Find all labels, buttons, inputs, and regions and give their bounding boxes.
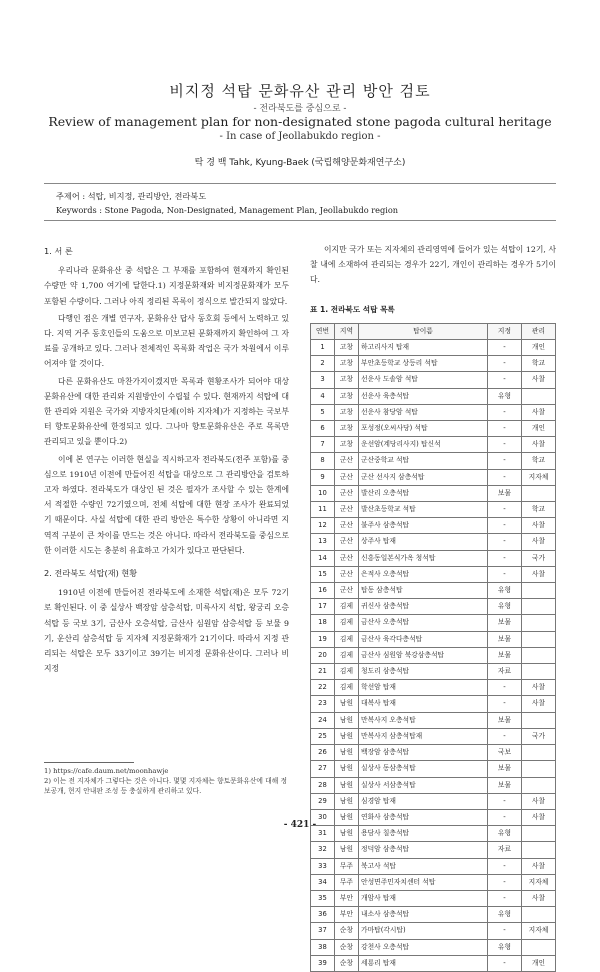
cell-name: 포성정(오씨사당) 석탑 (359, 421, 488, 437)
cell-name: 실상사 서삼층석탑 (359, 777, 488, 793)
cell-management: 학교 (522, 453, 556, 469)
paper-subtitle-ko: - 전라북도를 중심으로 - (253, 104, 347, 114)
cell-designation: 유형 (488, 939, 522, 955)
cell-no: 38 (311, 939, 335, 955)
cell-designation: 유형 (488, 388, 522, 404)
table-row (311, 680, 556, 696)
cell-designation: - (488, 680, 522, 696)
cell-designation: - (488, 728, 522, 744)
cell-no: 18 (311, 615, 335, 631)
cell-name: 용담사 칠층석탑 (359, 826, 488, 842)
table-row (311, 502, 556, 518)
table-row (311, 696, 556, 712)
cell-no: 28 (311, 777, 335, 793)
section-2-heading: 2. 전라북도 석탑(재) 현황 (44, 568, 138, 579)
cell-region: 남원 (335, 842, 359, 858)
cell-no: 9 (311, 469, 335, 485)
cell-no: 8 (311, 453, 335, 469)
cell-region: 군산 (335, 583, 359, 599)
table-body (311, 340, 556, 972)
cell-region: 군산 (335, 566, 359, 582)
cell-region: 군산 (335, 550, 359, 566)
cell-designation: 자료 (488, 842, 522, 858)
cell-management: 사찰 (522, 890, 556, 906)
cell-designation: 보물 (488, 615, 522, 631)
table-row (311, 955, 556, 971)
cell-no: 37 (311, 923, 335, 939)
cell-management (522, 631, 556, 647)
cell-region: 고창 (335, 421, 359, 437)
paper-subtitle-en: - In case of Jeollabukdo region - (219, 131, 381, 142)
cell-designation: - (488, 340, 522, 356)
cell-region: 고창 (335, 404, 359, 420)
cell-no: 19 (311, 631, 335, 647)
cell-no: 6 (311, 421, 335, 437)
cell-management: 국가 (522, 550, 556, 566)
cell-no: 1 (311, 340, 335, 356)
cell-no: 12 (311, 518, 335, 534)
cell-region: 김제 (335, 647, 359, 663)
cell-management (522, 583, 556, 599)
cell-no: 23 (311, 696, 335, 712)
cell-designation: - (488, 955, 522, 971)
cell-designation: - (488, 923, 522, 939)
cell-designation: 유형 (488, 599, 522, 615)
cell-name: 정덕암 삼층석탑 (359, 842, 488, 858)
table-header-row (311, 323, 556, 339)
cell-designation: - (488, 890, 522, 906)
cell-region: 남원 (335, 809, 359, 825)
cell-designation: 유형 (488, 583, 522, 599)
cell-no: 34 (311, 874, 335, 890)
cell-name: 귀신사 삼층석탑 (359, 599, 488, 615)
cell-management: 사찰 (522, 566, 556, 582)
col-header-designation: 지정 (488, 323, 522, 339)
cell-no: 31 (311, 826, 335, 842)
keywords-ko: 주제어 : 석탑, 비지정, 관리방안, 전라북도 (56, 191, 207, 201)
cell-no: 10 (311, 485, 335, 501)
cell-region: 부안 (335, 890, 359, 906)
cell-name: 신흥동일본식가옥 청석탑 (359, 550, 488, 566)
cell-region: 김제 (335, 680, 359, 696)
cell-designation: - (488, 550, 522, 566)
cell-designation: - (488, 502, 522, 518)
table-row (311, 647, 556, 663)
cell-designation: - (488, 696, 522, 712)
table-row (311, 421, 556, 437)
cell-name: 북고사 석탑 (359, 858, 488, 874)
cell-name: 심경암 탑재 (359, 793, 488, 809)
cell-no: 3 (311, 372, 335, 388)
paragraph: 우리나라 문화유산 중 석탑은 그 부재를 포함하여 현재까지 확인된 수량만 약 1,700 여기에 달한다.1) 지정문화재와 비지정문화재가 모두 포함된 수량이다. 그러나 아직 정리된 목록이 정식으로 발간되지 않았다. (44, 266, 289, 306)
cell-region: 순창 (335, 955, 359, 971)
cell-name: 세룡리 탑재 (359, 955, 488, 971)
table-row (311, 356, 556, 372)
cell-name: 운선암(계당리사지) 탑신석 (359, 437, 488, 453)
cell-name: 강천사 오층석탑 (359, 939, 488, 955)
cell-region: 고창 (335, 388, 359, 404)
cell-no: 15 (311, 566, 335, 582)
cell-region: 순창 (335, 923, 359, 939)
cell-name: 만복사지 삼층석탑재 (359, 728, 488, 744)
cell-management (522, 745, 556, 761)
table-caption: 표 1. 전라북도 석탑 목록 (310, 304, 395, 314)
cell-management: 사찰 (522, 534, 556, 550)
cell-region: 고창 (335, 340, 359, 356)
cell-designation: - (488, 874, 522, 890)
cell-name: 상주사 탑재 (359, 534, 488, 550)
cell-region: 군산 (335, 502, 359, 518)
table-row (311, 437, 556, 453)
paragraph: 1910년 이전에 만들어진 전라북도에 소재한 석탑(재)은 모두 72기로 확인된다. 이 중 실상사 백장암 삼층석탑, 미륵사지 석탑, 왕궁리 오층석탑 등 국보 3기, 금산사 오층석탑, 금산사 심원암 삼층석탑 등 보물 9기, 운산리 삼층석탑 등 지자체 지정문화재가 21기이다. 따라서 지정 관리되는 석탑은 모두 33기이고 39기는 비지정 문화유산이다. 그러나 비지정 (44, 588, 289, 674)
paragraph: 이지만 국가 또는 지자체의 관리영역에 들어가 있는 석탑이 12기, 사찰 내에 소재하여 관리되는 경우가 22기, 개인이 관리하는 경우가 5기이다. (310, 245, 556, 285)
cell-management (522, 712, 556, 728)
col-header-management: 관리 (522, 323, 556, 339)
cell-name: 하고리사지 탑재 (359, 340, 488, 356)
table-row (311, 599, 556, 615)
cell-no: 30 (311, 809, 335, 825)
paragraph: 이에 본 연구는 이러한 현실을 직시하고자 전라북도(전주 포함)를 중심으로 1910년 이전에 만들어진 석탑을 대상으로 그 관리방안을 검토하고자 하였다. 전라북도가 대상인 된 것은 필자가 조사할 수 있는 한계에서 적절한 수량인 72기였으며, 전체 석탑에 대한 현장 조사가 완료되었기 때문이다. 사실 석탑에 대한 관리 방안은 특수한 상황이 아니라면 지역적 구분이 큰 차이를 만드는 것은 아니다. 따라서 전라북도를 중심으로 한 이러한 시도는 충분히 유효하고 가치가 있다고 판단된다. (44, 454, 289, 555)
cell-region: 고창 (335, 356, 359, 372)
cell-management: 사찰 (522, 518, 556, 534)
cell-management: 사찰 (522, 696, 556, 712)
cell-name: 내소사 삼층석탑 (359, 907, 488, 923)
cell-region: 김제 (335, 664, 359, 680)
table-row (311, 615, 556, 631)
cell-no: 39 (311, 955, 335, 971)
cell-region: 군산 (335, 469, 359, 485)
cell-region: 고창 (335, 372, 359, 388)
paragraph: 다른 문화유산도 마찬가지이겠지만 목록과 현황조사가 되어야 대상 문화유산에 대한 관리와 지원방안이 수립될 수 있다. 현재까지 석탑에 대한 관리와 지원은 국가와 지방자치단체(이하 지자체)가 지정하는 국보부터 향토문화유산에 한정되고 있다. 그나마 향토문화유산은 주로 목록만 관리되고 있을 뿐이다.2) (44, 376, 289, 447)
cell-management: 지자체 (522, 874, 556, 890)
cell-region: 남원 (335, 728, 359, 744)
cell-management: 개인 (522, 340, 556, 356)
cell-region: 순창 (335, 939, 359, 955)
cell-management: 사찰 (522, 372, 556, 388)
cell-no: 14 (311, 550, 335, 566)
table-row (311, 858, 556, 874)
cell-management: 개인 (522, 421, 556, 437)
cell-region: 김제 (335, 615, 359, 631)
col-header-region: 지역 (335, 323, 359, 339)
cell-region: 남원 (335, 826, 359, 842)
cell-designation: 보물 (488, 485, 522, 501)
paper-title-en: Review of management plan for non-designated stone pagoda cultural heritage (48, 114, 552, 129)
cell-designation: - (488, 534, 522, 550)
cell-region: 남원 (335, 761, 359, 777)
cell-management: 지자체 (522, 469, 556, 485)
table-row (311, 923, 556, 939)
table-row (311, 745, 556, 761)
cell-region: 군산 (335, 453, 359, 469)
cell-name: 가마탑(각시탑) (359, 923, 488, 939)
cell-name: 발산초등학교 석탑 (359, 502, 488, 518)
cell-name: 군산 선사지 삼층석탑 (359, 469, 488, 485)
cell-name: 선운사 참당암 석탑 (359, 404, 488, 420)
cell-management (522, 907, 556, 923)
cell-name: 연화사 삼층석탑 (359, 809, 488, 825)
cell-management (522, 939, 556, 955)
table-row (311, 939, 556, 955)
cell-region: 군산 (335, 518, 359, 534)
cell-region: 무주 (335, 858, 359, 874)
cell-management: 지자체 (522, 923, 556, 939)
footnote-2: 2) 이는 전 지자체가 그렇다는 것은 아니다. 몇몇 지자체는 향토문화유산에 대해 정보공개, 현지 안내판 조성 등 충실하게 관리하고 있다. (44, 777, 288, 795)
cell-management: 사찰 (522, 437, 556, 453)
cell-name: 실상사 동삼층석탑 (359, 761, 488, 777)
cell-name: 금산사 오층석탑 (359, 615, 488, 631)
cell-name: 부안초등학교 상등리 석탑 (359, 356, 488, 372)
paper-title-ko: 비지정 석탑 문화유산 관리 방안 검토 (169, 82, 431, 100)
table-row (311, 728, 556, 744)
cell-name: 발산리 오층석탑 (359, 485, 488, 501)
cell-region: 남원 (335, 793, 359, 809)
cell-no: 4 (311, 388, 335, 404)
cell-name: 청도리 삼층석탑 (359, 664, 488, 680)
table-row (311, 453, 556, 469)
cell-designation: - (488, 793, 522, 809)
cell-no: 11 (311, 502, 335, 518)
cell-designation: 보물 (488, 712, 522, 728)
cell-management: 사찰 (522, 793, 556, 809)
cell-designation: - (488, 453, 522, 469)
cell-region: 남원 (335, 696, 359, 712)
cell-name: 학선암 탑재 (359, 680, 488, 696)
cell-no: 13 (311, 534, 335, 550)
cell-name: 개암사 탑재 (359, 890, 488, 906)
pagoda-list-table (310, 323, 556, 972)
table-row (311, 890, 556, 906)
cell-management (522, 842, 556, 858)
table-row (311, 777, 556, 793)
cell-name: 안성면주민자치센터 석탑 (359, 874, 488, 890)
cell-no: 25 (311, 728, 335, 744)
table-row (311, 388, 556, 404)
cell-designation: - (488, 858, 522, 874)
col-header-no: 연번 (311, 323, 335, 339)
table-row (311, 874, 556, 890)
table-row (311, 404, 556, 420)
cell-region: 남원 (335, 712, 359, 728)
section-1-heading: 1. 서 론 (44, 246, 73, 256)
cell-region: 부안 (335, 907, 359, 923)
cell-region: 김제 (335, 631, 359, 647)
cell-name: 금산사 심원암 북강삼층석탑 (359, 647, 488, 663)
cell-name: 대복사 탑재 (359, 696, 488, 712)
cell-designation: 국보 (488, 745, 522, 761)
cell-management (522, 664, 556, 680)
cell-no: 5 (311, 404, 335, 420)
cell-designation: - (488, 356, 522, 372)
cell-region: 남원 (335, 777, 359, 793)
cell-no: 2 (311, 356, 335, 372)
cell-no: 22 (311, 680, 335, 696)
cell-no: 33 (311, 858, 335, 874)
table-row (311, 712, 556, 728)
table-row (311, 566, 556, 582)
cell-no: 35 (311, 890, 335, 906)
table-row (311, 518, 556, 534)
cell-region: 군산 (335, 534, 359, 550)
table-row (311, 842, 556, 858)
cell-region: 고창 (335, 437, 359, 453)
cell-no: 21 (311, 664, 335, 680)
table-row (311, 550, 556, 566)
cell-region: 김제 (335, 599, 359, 615)
cell-designation: 보물 (488, 761, 522, 777)
left-column (44, 242, 289, 678)
author-line: 탁 경 백 Tahk, Kyung-Baek (국립해양문화재연구소) (194, 158, 406, 168)
cell-management: 개인 (522, 955, 556, 971)
footnotes (44, 766, 289, 796)
table-row (311, 485, 556, 501)
page-number: - 421 - (283, 820, 317, 830)
cell-management: 사찰 (522, 858, 556, 874)
cell-no: 20 (311, 647, 335, 663)
cell-management: 사찰 (522, 809, 556, 825)
cell-name: 만복사지 오층석탑 (359, 712, 488, 728)
cell-management (522, 647, 556, 663)
keywords-en: Keywords : Stone Pagoda, Non-Designated, Management Plan, Jeollabukdo region (56, 205, 399, 215)
cell-designation: 보물 (488, 777, 522, 793)
table-row (311, 664, 556, 680)
footnote-1: 1) https://cafe.daum.net/moonhawje (44, 767, 169, 775)
cell-designation: - (488, 437, 522, 453)
cell-no: 17 (311, 599, 335, 615)
table-row (311, 340, 556, 356)
footnote-rule (44, 762, 134, 763)
cell-designation: 자료 (488, 664, 522, 680)
cell-management: 국가 (522, 728, 556, 744)
cell-management: 사찰 (522, 404, 556, 420)
cell-management (522, 388, 556, 404)
cell-name: 불주사 삼층석탑 (359, 518, 488, 534)
table-row (311, 583, 556, 599)
cell-designation: - (488, 372, 522, 388)
cell-designation: - (488, 404, 522, 420)
keywords-box (44, 183, 556, 221)
cell-management: 학교 (522, 356, 556, 372)
cell-no: 29 (311, 793, 335, 809)
table-row (311, 793, 556, 809)
cell-designation: - (488, 469, 522, 485)
cell-region: 무주 (335, 874, 359, 890)
cell-designation: 보물 (488, 631, 522, 647)
cell-name: 금산사 육각다층석탑 (359, 631, 488, 647)
cell-designation: 유형 (488, 826, 522, 842)
cell-management: 학교 (522, 502, 556, 518)
cell-name: 군산중학교 석탑 (359, 453, 488, 469)
cell-name: 백장암 삼층석탑 (359, 745, 488, 761)
cell-region: 군산 (335, 485, 359, 501)
paragraph: 다행인 점은 개별 연구자, 문화유산 답사 동호회 등에서 노력하고 있다. 지역 거주 동호인들의 도움으로 미보고된 문화재까지 확인하여 그 자료를 공개하고 있다. 그러나 전체적인 목록화 작업은 국가 차원에서 이루어져야 할 것이다. (44, 313, 289, 369)
cell-management (522, 615, 556, 631)
cell-name: 은적사 오층석탑 (359, 566, 488, 582)
cell-designation: 유형 (488, 907, 522, 923)
table-row (311, 469, 556, 485)
table-row (311, 761, 556, 777)
cell-management (522, 485, 556, 501)
cell-no: 24 (311, 712, 335, 728)
cell-management (522, 761, 556, 777)
table-row (311, 631, 556, 647)
cell-no: 27 (311, 761, 335, 777)
cell-designation: - (488, 809, 522, 825)
cell-no: 26 (311, 745, 335, 761)
cell-designation: - (488, 421, 522, 437)
cell-no: 7 (311, 437, 335, 453)
cell-name: 탑동 삼층석탑 (359, 583, 488, 599)
cell-management (522, 777, 556, 793)
cell-management (522, 599, 556, 615)
table-row (311, 534, 556, 550)
cell-designation: 보물 (488, 647, 522, 663)
cell-name: 선운사 육층석탑 (359, 388, 488, 404)
cell-designation: - (488, 518, 522, 534)
cell-designation: - (488, 566, 522, 582)
cell-no: 36 (311, 907, 335, 923)
right-column (310, 242, 556, 972)
cell-name: 선운사 도솔암 석탑 (359, 372, 488, 388)
cell-no: 16 (311, 583, 335, 599)
table-row (311, 372, 556, 388)
table-row (311, 907, 556, 923)
col-header-name: 탑이름 (359, 323, 488, 339)
cell-no: 32 (311, 842, 335, 858)
cell-region: 남원 (335, 745, 359, 761)
cell-management: 사찰 (522, 680, 556, 696)
